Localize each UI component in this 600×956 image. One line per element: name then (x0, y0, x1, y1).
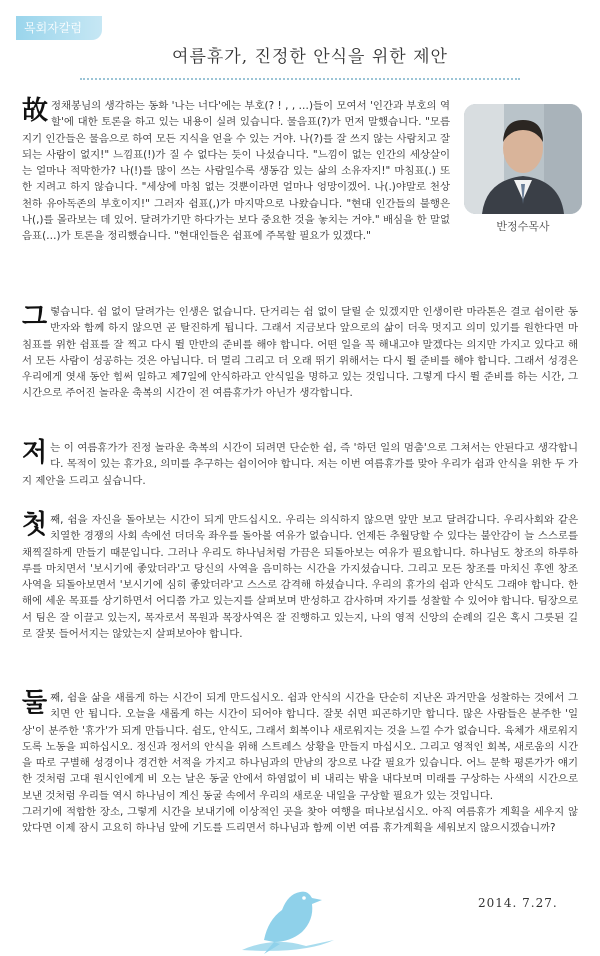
author-caption: 반정수목사 (496, 220, 550, 233)
drop-cap: 첫 (22, 510, 48, 540)
drop-cap: 둘 (22, 688, 48, 718)
drop-cap: 그 (22, 302, 48, 332)
title-divider (80, 78, 520, 80)
date: 2014. 7.27. (478, 896, 558, 910)
drop-cap: 故 (22, 96, 49, 126)
page-title: 여름휴가, 진정한 안식을 위한 제안 (172, 47, 448, 67)
paragraph-text: 는 이 여름휴가가 진정 놀라운 축복의 시간이 되려면 단순한 쉼, 즉 '하던 일의 멈춤'으로 그쳐서는 안된다고 생각합니다. 목적이 있는 휴가요, 의미를 추구하는 쉼이어야 합니다. 저는 이번 여름휴가를 맞아 우리가 쉼과 안식을 위한 두 가지 제안을 드리고 싶습니다. (22, 442, 578, 487)
paragraph-3 (22, 440, 578, 489)
paragraph-text: 째, 쉼을 삶을 새롭게 하는 시간이 되게 만드십시오. 쉼과 안식의 시간을 단순히 지난온 과거만을 성찰하는 것에서 그치면 안 됩니다. 오늘을 새롭게 하는 시간이 되어야 합니다. 잘못 쉬면 피곤하기만 합니다. 많은 사람들은 분주한 '일상'이 분주한 '휴가'가 되게 만듭니다. 쉼도, 안식도, 그래서 회복이나 새로워지는 것을 느낄 수가 없습니다. 육체가 새로워지도록 노동을 피하십시오. 정신과 정서의 안식을 위해 스트레스 상황을 만들지 마십시오. 그리고 영적인 회복, 새로움의 시간을 따로 구별해 성경이나 경건한 서적을 가지고 하나님과의 만남의 장으로 나갈 필요가 있습니다. 어느 문학 평론가가 얘기한 것처럼 고대 원시인에게 비 오는 날은 동굴 안에서 하염없이 비 내리는 밖을 내다보며 미래를 구상하는 사색의 시간으로 보낸 것처럼 우리들 역시 하나님이 계신 동굴 속에서 우리의 새로운 내일을 구상할 필요가 있는 것입니다. (22, 692, 578, 802)
paragraph-5 (22, 690, 578, 837)
paragraph-1 (22, 98, 450, 245)
paragraph-text: 정채봉님의 생각하는 동화 '나는 너다'에는 부호(? ! , , …)들이 모여서 '인간과 부호의 역할'에 대한 토론을 하고 있는 내용이 실려 있습니다. 물음표(?)가 먼저 말했습니다. "모름지기 인간들은 물음으로 하여 모든 지식을 얻을 수 있는 거야. 나(?)를 잘 쓰지 않는 사람치고 잘되는 사람이 없지!" 느낌표(!)가 질 수 없다는 듯이 나섰습니다. "느낌이 없는 인간의 세상살이는 얼마나 적막한가? 나(!)를 많이 쓰는 사람일수록 생동감 있는 삶의 소유자지!" 마침표(.) 또한 지려고 하지 않습니다. "세상에 마침 없는 것뿐이라면 얼마나 엉망이겠어. 나(.)야말로 천상천하 유아독존의 부호이지!" 그러자 쉼표(,)가 마지막으로 나왔습니다. "현대 인간들의 불행은 나(,)를 몰라보는 데 있어. 달려가기만 하다가는 보다 중요한 것을 놓치는 거야." 배심을 한 말없음표(…)가 토론을 정리했습니다. "현대인들은 쉼표에 주목할 필요가 있겠다." (22, 100, 450, 243)
column-tag: 목회자칼럼 (16, 16, 102, 40)
drop-cap: 저 (22, 438, 48, 468)
paragraph-4 (22, 512, 578, 642)
paragraph-text: 그러기에 적합한 장소, 그렇게 시간을 보내기에 이상적인 곳을 찾아 여행을 떠나보십시오. 아직 여름휴가 계획을 세우지 않았다면 이제 잠시 고요히 하나님 앞에 기도를 드리면서 하나님과 함께 이번 여름 휴가계획을 세워보지 않으시겠습니까? (22, 806, 578, 835)
paragraph-2 (22, 304, 578, 402)
paragraph-text: 렇습니다. 쉼 없이 달려가는 인생은 없습니다. 단거리는 쉼 없이 달릴 순 있겠지만 인생이란 마라톤은 결코 쉼이란 동반자와 함께 하지 않으면 곧 탈진하게 됩니다. 그래서 지금보다 앞으로의 삶이 더욱 멋지고 의미 있기를 원한다면 마침표를 위한 쉼표를 잘 찍고 다시 뛸 만반의 준비를 해야 합니다. 어떤 일을 꼭 해내고야 말겠다는 의지만 가지고 있다고 해서 모든 사람이 성공하는 것은 아닙니다. 더 멀리 그리고 더 오래 뛰기 위해서는 다시 뛸 준비를 해야 합니다. 그래서 성경은 우리에게 엿새 동안 힘써 일하고 제7일에 안식하라고 안식일을 명하고 있는 것입니다. 그렇게 다시 뛸 준비를 하는 시간, 그 시간으로 주어진 놀라운 축복의 시간이 전 여름휴가가 아닌가 생각합니다. (22, 306, 578, 400)
bird-icon (234, 880, 344, 956)
author-photo (464, 104, 582, 214)
paragraph-text: 째, 쉼을 자신을 돌아보는 시간이 되게 만드십시오. 우리는 의식하지 않으면 앞만 보고 달려갑니다. 우리사회와 같은 치열한 경쟁의 사회 속에선 더더욱 좌우를 돌아볼 여유가 없습니다. 언제든 추월당할 수 있다는 불안감이 늘 스스로를 채찍질하게 만들기 때문입니다. 그러나 우리도 하나님처럼 가끔은 되돌아보는 여유가 필요합니다. 하나님도 창조의 하루하루를 마치면서 '보시기에 좋았더라'고 당신의 사역을 음미하는 시간을 가지셨습니다. 그리고 모든 창조를 마치신 후엔 창조사역을 되돌아보면서 '보시기에 심히 좋았더라'고 스스로 감격해 하셨습니다. 우리의 휴가의 쉼과 안식도 그래야 합니다. 한해에 세운 목표를 상기하면서 어디쯤 가고 있는지를 살펴보며 반성하고 감사하며 자기를 성찰할 수 있어야 합니다. 팀장으로서 팀은 잘 이끌고 있는지, 목자로서 목원과 목장사역은 잘 진행하고 있는지, 나의 영적 신앙의 순례의 길은 혹시 그릇된 길로 잘못 들어서지는 않았는지 살펴보아야 합니다. (22, 514, 578, 641)
